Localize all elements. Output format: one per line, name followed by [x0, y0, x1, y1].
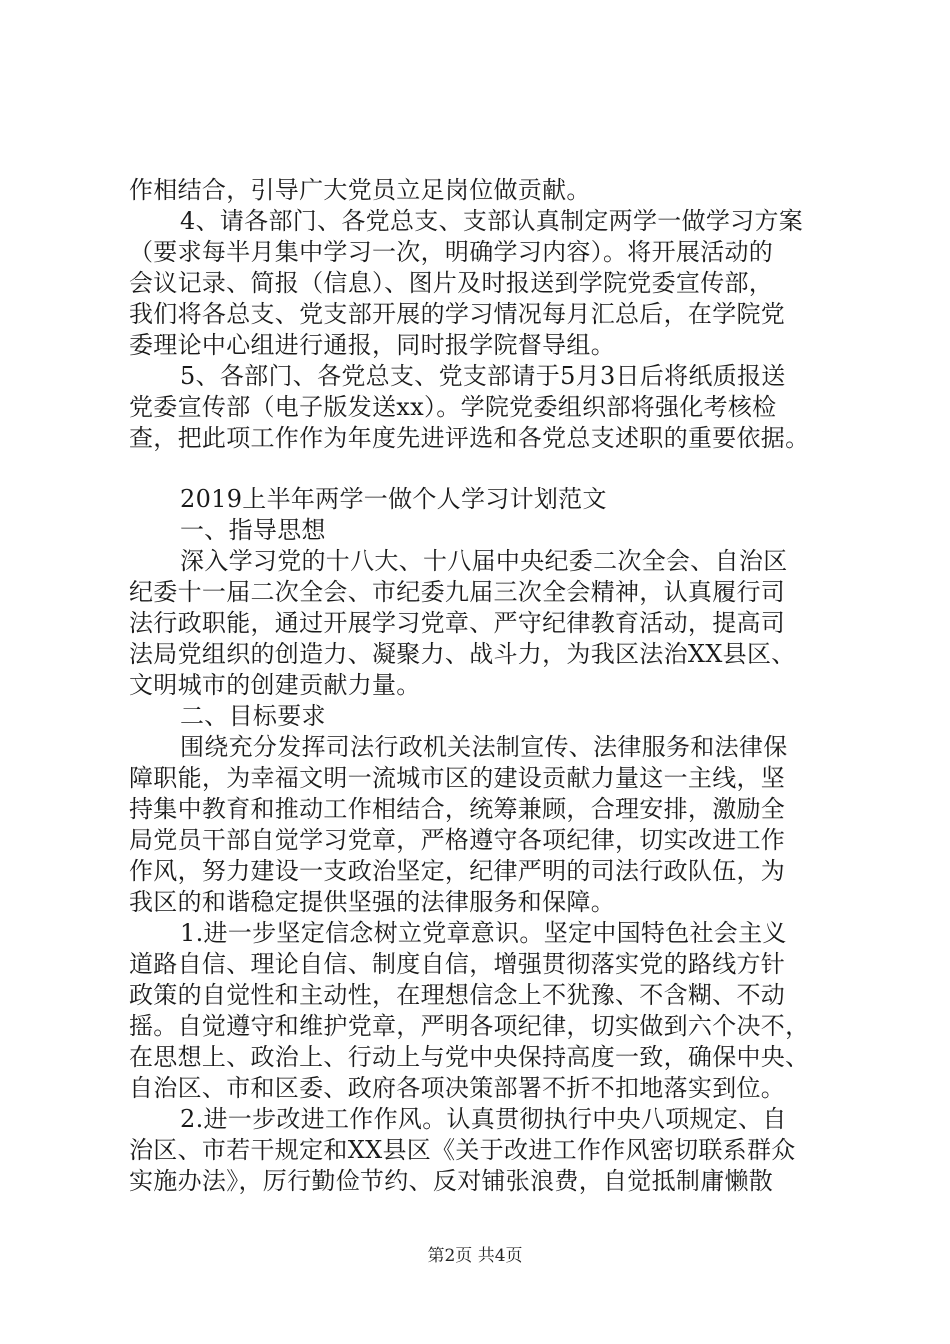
- section-title: 2019上半年两学一做个人学习计划范文: [180, 485, 607, 513]
- text-line: 自治区、市和区委、政府各项决策部署不折不扣地落实到位。: [129, 1074, 786, 1102]
- text-line: 围绕充分发挥司法行政机关法制宣传、法律服务和法律保: [180, 733, 788, 761]
- text-line: 持集中教育和推动工作相结合，统筹兼顾，合理安排，激励全: [129, 795, 786, 823]
- text-line: 作相结合，引导广大党员立足岗位做贡献。: [129, 176, 591, 204]
- text-line: 深入学习党的十八大、十八届中央纪委二次全会、自治区: [180, 547, 788, 575]
- page-number-footer: 第2页 共4页: [427, 1246, 523, 1266]
- text-line: 1.进一步坚定信念树立党章意识。坚定中国特色社会主义: [180, 919, 787, 947]
- text-line: 4、请各部门、各党总支、支部认真制定两学一做学习方案: [180, 207, 804, 235]
- text-line: 法行政职能，通过开展学习党章、严守纪律教育活动，提高司: [129, 609, 786, 637]
- text-line: 我区的和谐稳定提供坚强的法律服务和保障。: [129, 888, 615, 916]
- text-line: 5、各部门、各党总支、党支部请于5月3日后将纸质报送: [180, 362, 786, 390]
- text-line: 作风，努力建设一支政治坚定，纪律严明的司法行政队伍，为: [129, 857, 786, 885]
- text-line: 道路自信、理论自信、制度自信，增强贯彻落实党的路线方针: [129, 950, 786, 978]
- text-line: 党委宣传部（电子版发送xx）。学院党委组织部将强化考核检: [129, 393, 777, 421]
- text-line: 障职能，为幸福文明一流城市区的建设贡献力量这一主线，坚: [129, 764, 786, 792]
- text-line: 我们将各总支、党支部开展的学习情况每月汇总后，在学院党: [129, 300, 786, 328]
- text-line: （要求每半月集中学习一次，明确学习内容）。将开展活动的: [129, 238, 774, 266]
- section-heading: 二、目标要求: [180, 702, 326, 730]
- text-line: 治区、市若干规定和XX县区《关于改进工作作风密切联系群众: [129, 1136, 796, 1164]
- text-line: 实施办法》，厉行勤俭节约、反对铺张浪费，自觉抵制庸懒散: [129, 1167, 774, 1195]
- text-line: 查，把此项工作作为年度先进评选和各党总支述职的重要依据。: [129, 424, 810, 452]
- section-heading: 一、指导思想: [180, 516, 326, 544]
- text-line: 摇。自觉遵守和维护党章，严明各项纪律，切实做到六个决不，: [129, 1012, 810, 1040]
- text-line: 纪委十一届二次全会、市纪委九届三次全会精神，认真履行司: [129, 578, 786, 606]
- text-line: 在思想上、政治上、行动上与党中央保持高度一致，确保中央、: [129, 1043, 810, 1071]
- text-line: 政策的自觉性和主动性，在理想信念上不犹豫、不含糊、不动: [129, 981, 786, 1009]
- text-line: 文明城市的创建贡献力量。: [129, 671, 421, 699]
- text-line: 局党员干部自觉学习党章，严格遵守各项纪律，切实改进工作: [129, 826, 786, 854]
- text-line: 2.进一步改进工作作风。认真贯彻执行中央八项规定、自: [180, 1105, 787, 1133]
- text-line: 委理论中心组进行通报，同时报学院督导组。: [129, 331, 615, 359]
- text-line: 会议记录、简报（信息）、图片及时报送到学院党委宣传部，: [129, 269, 774, 297]
- text-line: 法局党组织的创造力、凝聚力、战斗力，为我区法治XX县区、: [129, 640, 796, 668]
